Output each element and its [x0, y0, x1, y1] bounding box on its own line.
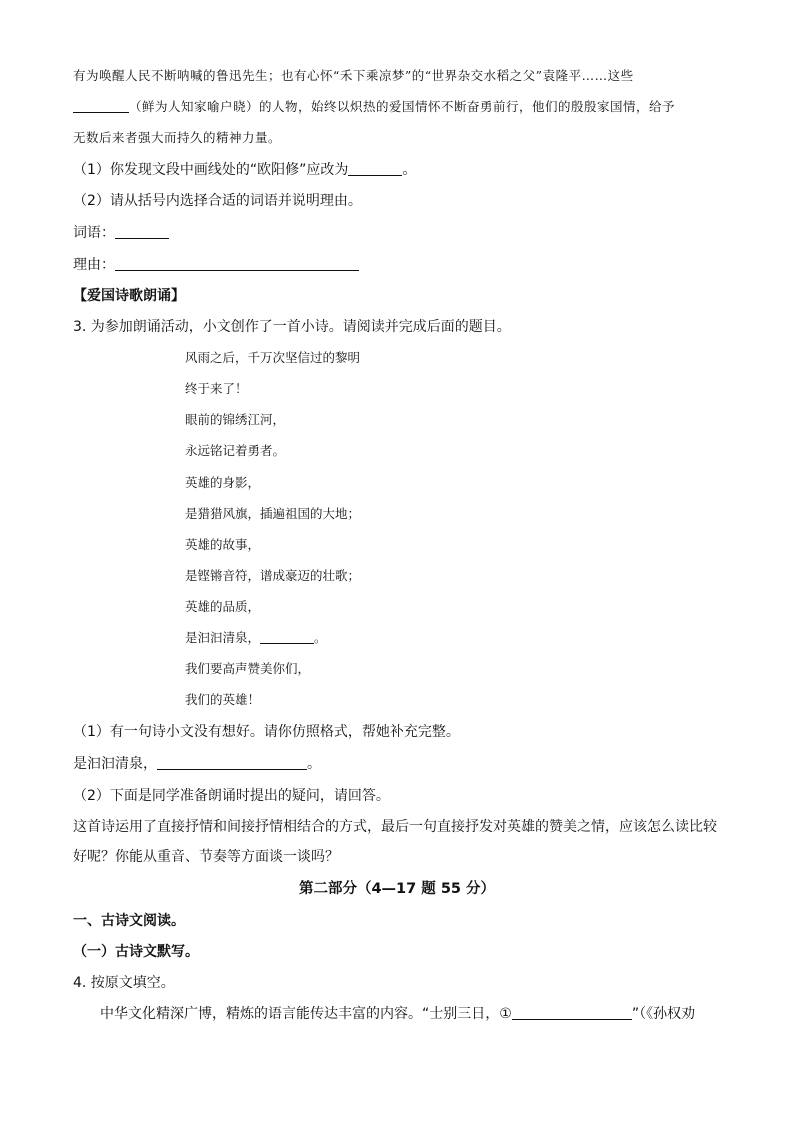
q3-sub1: （1）有一句诗小文没有想好。请你仿照格式，帮她补充完整。: [73, 724, 460, 740]
q4-line-1-end: ”（《孙权劝: [631, 1006, 696, 1022]
section-heading-patriotic: 【爱国诗歌朗诵】: [73, 288, 185, 304]
poem-line: 我们的英雄！: [185, 692, 261, 707]
q3-fill-row: [73, 754, 321, 774]
answer-blank[interactable]: [73, 98, 129, 113]
fill-suffix: 。: [307, 756, 321, 772]
poem-line: 是铿锵音符，谱成豪迈的壮歌；: [185, 568, 361, 583]
fill-prefix: 是汩汩清泉，: [73, 756, 157, 772]
q2-sub2: （2）请从括号内选择合适的词语并说明理由。: [73, 193, 362, 209]
poem-line: 我们要高声赞美你们，: [185, 661, 311, 676]
section-heading-one-sub: （一）古诗文默写。: [73, 944, 199, 960]
q2-sub1: [73, 160, 416, 180]
passage-line-2: [73, 97, 675, 117]
q4-intro: 4. 按原文填空。: [73, 975, 175, 991]
q3-sub2: （2）下面是同学准备朗诵时提出的疑问，请回答。: [73, 788, 390, 804]
passage-line-3: 无数后来者强大而持久的精神力量。: [73, 130, 282, 145]
q3-intro: 3. 为参加朗诵活动，小文创作了一首小诗。请阅读并完成后面的题目。: [73, 319, 511, 335]
answer-blank[interactable]: [512, 1005, 632, 1020]
poem-line: 眼前的锦绣江河，: [185, 412, 286, 427]
part2-title: 第二部分（4—17 题 55 分）: [298, 881, 496, 897]
answer-blank[interactable]: [115, 256, 359, 271]
reason-label: 理由：: [73, 257, 115, 273]
word-label: 词语：: [73, 225, 115, 241]
poem-line-with-blank: [185, 628, 327, 648]
poem-line-text: 是汩汩清泉，: [185, 630, 261, 645]
poem-line: 永远铭记着勇者。: [185, 443, 286, 458]
poem-line: 是猎猎风旗，插遍祖国的大地；: [185, 506, 361, 521]
q2-reason-row: [73, 255, 359, 275]
passage-line-2-text: （鲜为人知家喻户晓）的人物，始终以炽热的爱国情怀不断奋勇前行，他们的殷殷家国情，给予: [129, 99, 676, 114]
answer-blank[interactable]: [115, 224, 169, 239]
q3-question-line-1: 这首诗运用了直接抒情和间接抒情相结合的方式，最后一句直接抒发对英雄的赞美之情，应该怎么读比较: [73, 819, 717, 835]
section-heading-one: 一、古诗文阅读。: [73, 913, 185, 929]
poem-line: 英雄的品质，: [185, 599, 261, 614]
q2-sub1-text: （1）你发现文段中画线处的“欧阳修”应改为: [73, 162, 349, 178]
q2-sub1-end: 。: [402, 162, 417, 178]
passage-line-1: 有为唤醒人民不断呐喊的鲁迅先生；也有心怀“禾下乘凉梦”的“世界杂交水稻之父”袁隆平……这些: [73, 68, 634, 83]
q4-line-1: [100, 1004, 695, 1024]
poem-line-end: 。: [314, 630, 327, 645]
q2-word-row: [73, 223, 169, 243]
poem-line: 英雄的身影，: [185, 475, 261, 490]
answer-blank[interactable]: [348, 161, 402, 176]
q3-question-line-2: 好呢？你能从重音、节奏等方面谈一谈吗？: [73, 849, 339, 865]
poem-line: 终于来了！: [185, 381, 248, 396]
poem-line: 英雄的故事，: [185, 537, 261, 552]
q4-line-1-text: 中华文化精深广博，精炼的语言能传达丰富的内容。“士别三日，①: [100, 1006, 512, 1022]
answer-blank[interactable]: [260, 629, 314, 644]
answer-blank[interactable]: [157, 755, 307, 770]
poem-line: 风雨之后，千万次坚信过的黎明: [185, 350, 361, 365]
